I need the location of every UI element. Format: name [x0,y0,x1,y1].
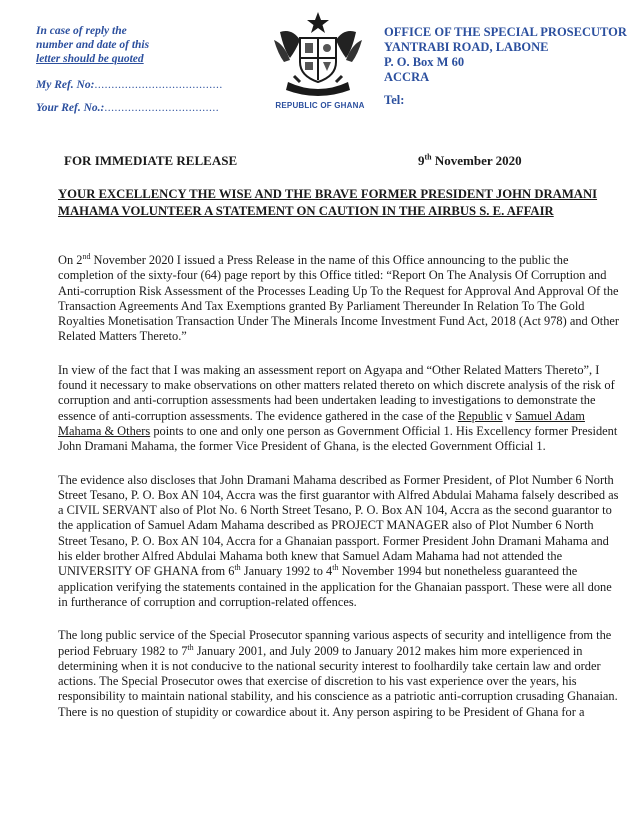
case-party-defendant: Samuel Adam Mahama & Others [58,408,585,438]
reply-note-line-1: In case of reply the [36,25,127,37]
case-party-republic: Republic [457,408,503,423]
your-ref-dots: .................................. [104,102,220,114]
release-date-rest: November 2020 [431,153,522,168]
paragraph-1: On 2nd November 2020 I issued a Press Release in the name of this Office announcing to the public the completion of the sixty-four (64) page report by this Office titled: “Report On The Analysis Of Corruption and Anti-corruption Risk Assessment of the Processes Leading Up To the Request for Approval And Approval Of the Transaction Agreements And Tax Exemptions granted By Parliament Thereunder In Relation To The Gold Royalties Monetisation Transaction Under The Minerals Income Investment Fund Act, 2018 (Act 978) and Other Related Matters Thereto.” [58,251,620,344]
office-po-box: P. O. Box M 60 [384,55,465,69]
letterhead [0,0,639,125]
office-tel: Tel: [384,93,405,107]
office-city: ACCRA [384,70,430,84]
release-row [64,153,584,171]
paragraph-3: The evidence also discloses that John Dramani Mahama described as Former President, of Plot Number 6 North Street Tesano, P. O. Box AN 104, Accra was the first guarantor with Alfred Abdulai Mahama falsely described as a CIVIL SERVANT also of Plot No. 6 North Street Tesano, P. O. Box AN 104, Accra as the second guarantor to the application of Samuel Adam Mahama described as PROJECT MANAGER also of Plot Number 6 North Street Tesano, P. O. Box AN 104, Accra for a Ghanaian passport. Former President John Dramani Mahama and his elder brother Alfred Abdulai Mahama both knew that Samuel Adam Mahama had not attended the UNIVERSITY OF GHANA from 6th January 1992 to 4th November 1994 but nonetheless guaranteed the application verifying the statements contained in the application for the Ghanaian passport. These were all done in furtherance of corruption and corruption-related offences. [58,472,619,609]
document-body [58,253,624,738]
your-ref-label: Your Ref. No.: [36,102,105,114]
office-name: OFFICE OF THE SPECIAL PROSECUTOR [384,25,627,39]
reply-note-line-3: letter should be quoted [36,53,144,65]
your-ref-line [36,102,219,114]
my-ref-dots: ...................................... [94,79,223,91]
release-date [418,153,522,169]
press-release-headline: YOUR EXCELLENCY THE WISE AND THE BRAVE FORMER PRESIDENT JOHN DRAMANI MAHAMA VOLUNTEER A STATEMENT ON CAUTION IN THE AIRBUS S. E. AFFAIR [58,187,598,218]
reply-instruction-note [36,24,186,66]
paragraph-4: The long public service of the Special Prosecutor spanning various aspects of security and intelligence from the period February 1982 to 7th January 2001, and July 2009 to January 2012 makes him more experienced in determining when it is not conducive to the national security interest to foolhardily take certain law and order actions. The Special Prosecutor owes that exercise of discretion to his vast experience over the years, his responsibility to maintain national stability, and his conscience as a patriotic anti-corruption crusading Ghanaian. There is no question of stupidity or cowardice about it. Any person aspiring to be President of Ghana for a [58,628,618,719]
paragraph-2: In view of the fact that I was making an assessment report on Agyapa and “Other Related Matters Thereto”, I found it necessary to make observations on other matters related thereto on which discrete analysis of the risk of corruption and anti-corruption assessments had been undertaken leading to investigations to demonstrate the essence of anti-corruption assessments. The evidence gathered in the case of the Republic v Samuel Adam Mahama & Others points to one and only one person as Government Official 1. His Excellency former President John Dramani Mahama, the former Vice President of Ghana, is the elected Government Official 1. [58,362,618,454]
office-road: YANTRABI ROAD, LABONE [384,40,549,54]
release-label: FOR IMMEDIATE RELEASE [64,153,238,168]
reply-note-line-2: number and date of this [36,39,150,51]
ghana-coat-of-arms-icon [270,10,366,104]
release-date-day: 9 [418,153,425,168]
my-ref-line [36,79,223,91]
my-ref-label: My Ref. No: [36,79,95,91]
republic-of-ghana-label: REPUBLIC OF GHANA [275,101,365,110]
release-date-sup: th [424,152,432,162]
office-address-block [384,25,636,108]
